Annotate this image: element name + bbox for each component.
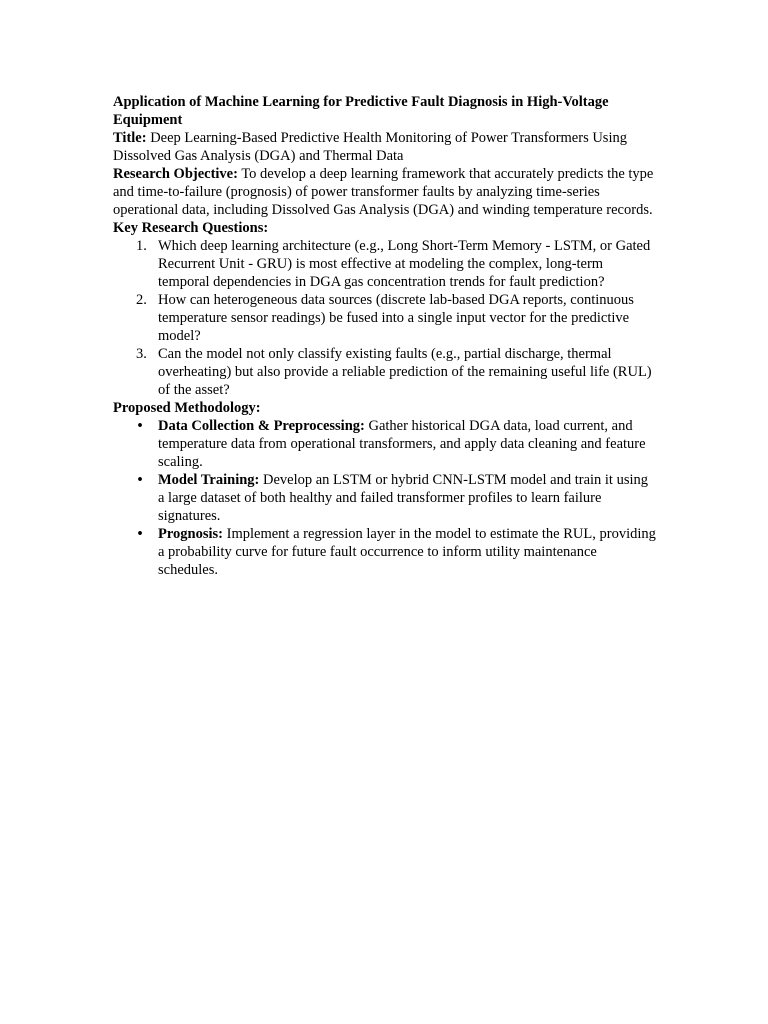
document-heading: Application of Machine Learning for Predictive Fault Diagnosis in High-Voltage Equipment bbox=[113, 94, 609, 128]
question-number: 1. bbox=[136, 238, 147, 254]
question-text: Can the model not only classify existing faults (e.g., partial discharge, thermal overheating) but also provide a reliable prediction of the remaining useful life (RUL) of the asset? bbox=[158, 346, 652, 398]
objective-text: To develop a deep learning framework that accurately predicts the type and time-to-failure (prognosis) of power transformer faults by analyzing time-series operational data, including Dissolved Gas Analysis (DGA) and winding temperature records. bbox=[113, 166, 654, 218]
question-text: Which deep learning architecture (e.g., Long Short-Term Memory - LSTM, or Gated Recurrent Unit - GRU) is most effective at modeling the complex, long-term temporal dependencies in DGA gas concentration trends for fault prediction? bbox=[158, 238, 651, 290]
list-item bbox=[137, 417, 658, 471]
method-label: Prognosis: bbox=[158, 526, 223, 542]
questions-heading: Key Research Questions: bbox=[113, 220, 269, 236]
title-text: Deep Learning-Based Predictive Health Monitoring of Power Transformers Using Dissolved Gas Analysis (DGA) and Thermal Data bbox=[113, 130, 627, 164]
objective-label: Research Objective: bbox=[113, 166, 238, 182]
method-text: Gather historical DGA data, load current, and temperature data from operational transformers, and apply data cleaning and feature scaling. bbox=[158, 418, 646, 470]
document-page bbox=[113, 93, 658, 579]
question-text: How can heterogeneous data sources (discrete lab-based DGA reports, continuous temperature sensor readings) be fused into a single input vector for the predictive model? bbox=[158, 292, 634, 344]
methodology-list bbox=[113, 417, 658, 579]
list-item bbox=[136, 291, 658, 345]
list-item bbox=[137, 525, 658, 579]
bullet-icon: • bbox=[137, 418, 143, 434]
question-number: 3. bbox=[136, 346, 147, 362]
methodology-heading: Proposed Methodology: bbox=[113, 400, 261, 416]
bullet-icon: • bbox=[137, 526, 143, 542]
bullet-icon: • bbox=[137, 472, 143, 488]
question-number: 2. bbox=[136, 292, 147, 308]
objective-paragraph bbox=[113, 165, 658, 219]
title-paragraph bbox=[113, 129, 658, 165]
method-label: Data Collection & Preprocessing: bbox=[158, 418, 365, 434]
method-label: Model Training: bbox=[158, 472, 260, 488]
method-text: Develop an LSTM or hybrid CNN-LSTM model and train it using a large dataset of both healthy and failed transformer profiles to learn failure signatures. bbox=[158, 472, 649, 524]
list-item bbox=[136, 237, 658, 291]
title-label: Title: bbox=[113, 130, 147, 146]
questions-list bbox=[113, 237, 658, 399]
list-item bbox=[136, 345, 658, 399]
method-text: Implement a regression layer in the model to estimate the RUL, providing a probability curve for future fault occurrence to inform utility maintenance schedules. bbox=[158, 526, 656, 578]
list-item bbox=[137, 471, 658, 525]
